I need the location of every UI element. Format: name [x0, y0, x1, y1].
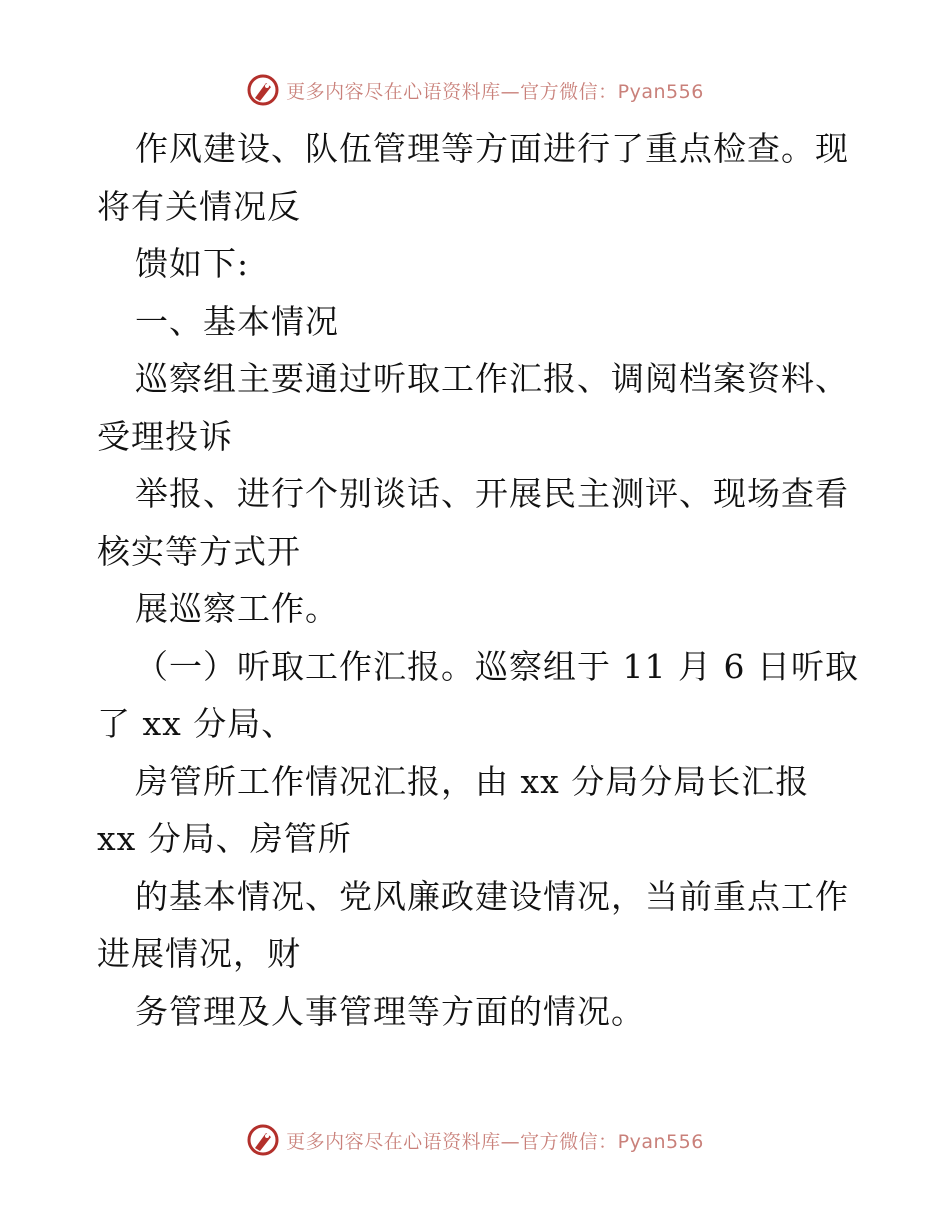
body-line: 巡察组主要通过听取工作汇报、调阅档案资料、 — [135, 359, 849, 398]
body-line: 受理投诉 — [97, 416, 233, 456]
body-line: 务管理及人事管理等方面的情况。 — [135, 991, 645, 1031]
footer-banner-text: 更多内容尽在心语资料库—官方微信：Pyan556 — [286, 1130, 704, 1153]
subsection-line: （一）听取工作汇报。巡察组于 11 月 6 日听取 — [135, 646, 859, 686]
body-line: 了 xx 分局、 — [97, 704, 296, 743]
body-line: 馈如下: — [135, 244, 250, 283]
body-line: 房管所工作情况汇报，由 xx 分局分局长汇报 — [135, 761, 810, 801]
body-line: 举报、进行个别谈话、开展民主测评、现场查看 — [135, 474, 849, 513]
pen-logo-icon — [246, 1123, 280, 1157]
header-banner — [0, 70, 950, 110]
body-line: 将有关情况反 — [97, 186, 301, 226]
pen-logo-icon — [246, 73, 280, 107]
body-line: xx 分局、房管所 — [97, 819, 352, 858]
body-line: 进展情况，财 — [97, 934, 301, 973]
section-heading: 一、基本情况 — [135, 301, 339, 341]
body-line: 展巡察工作。 — [135, 589, 339, 628]
footer-banner — [0, 1120, 950, 1160]
body-line: 的基本情况、党风廉政建设情况，当前重点工作 — [135, 876, 849, 916]
document-body — [97, 120, 857, 1040]
header-banner-text: 更多内容尽在心语资料库—官方微信：Pyan556 — [286, 80, 704, 103]
body-line: 作风建设、队伍管理等方面进行了重点检查。现 — [135, 129, 849, 168]
body-line: 核实等方式开 — [97, 531, 301, 571]
